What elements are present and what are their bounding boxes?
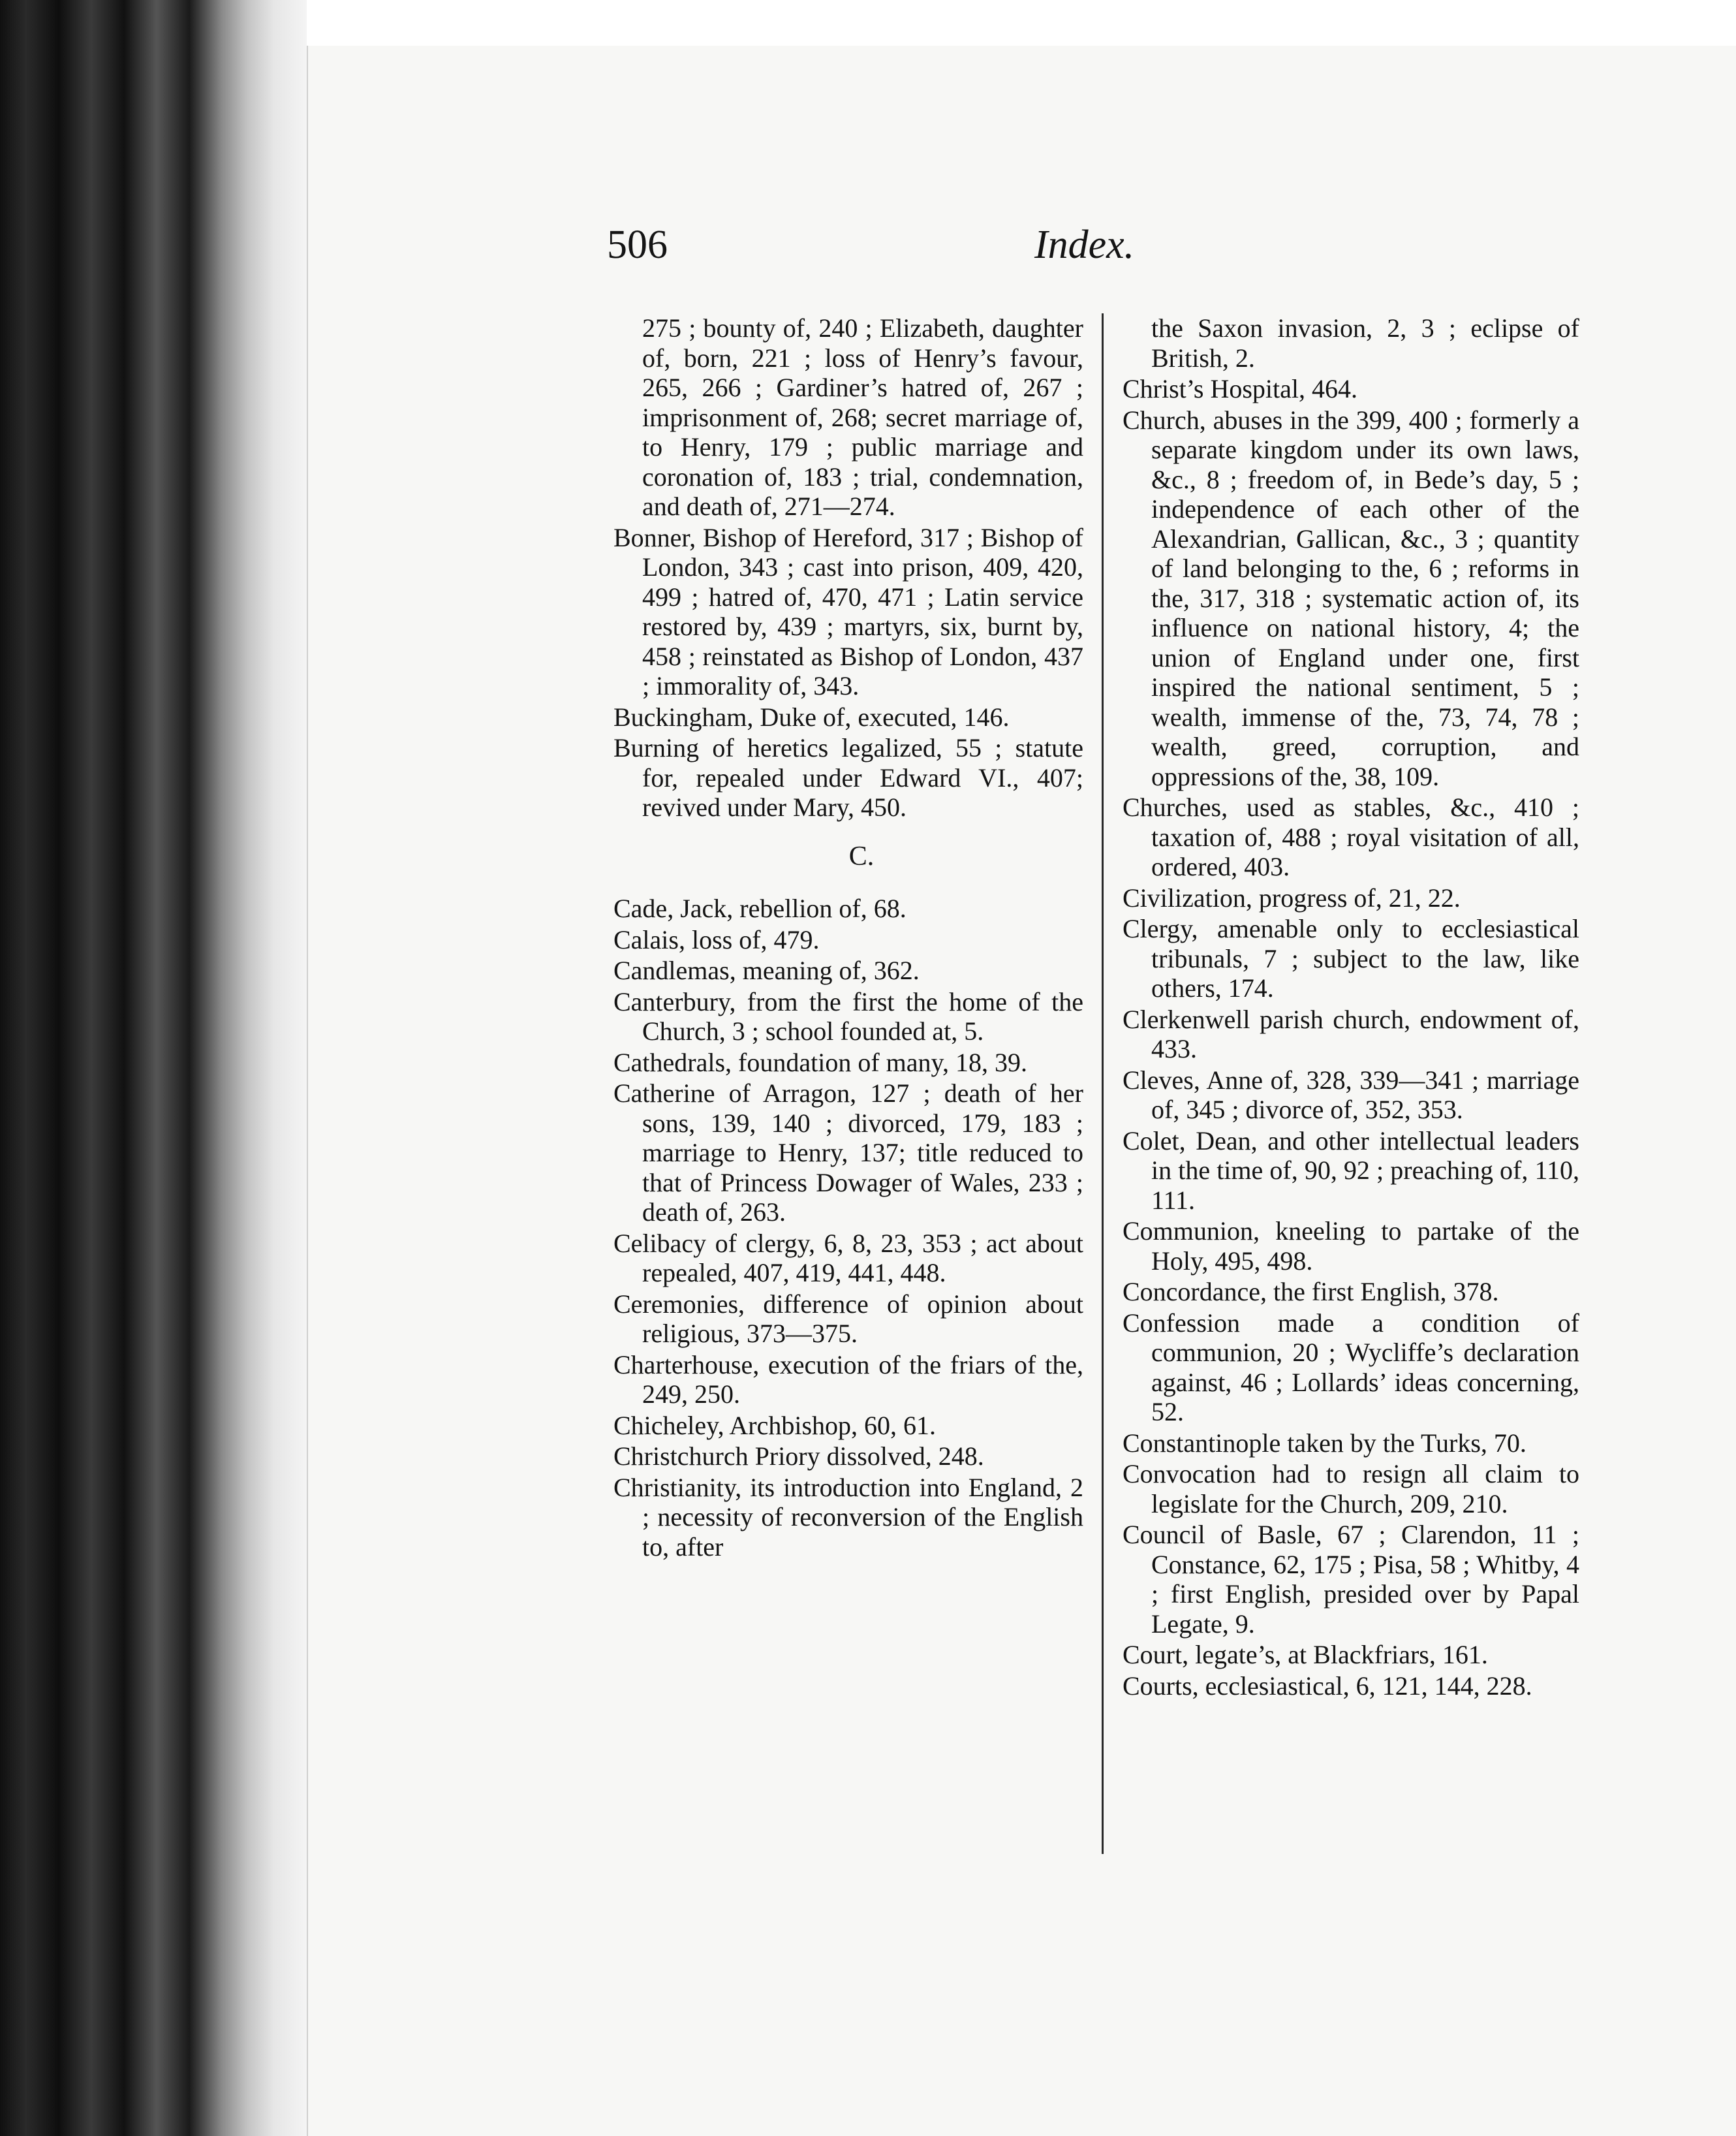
index-entry: Cade, Jack, rebellion of, 68. xyxy=(613,894,907,923)
index-entry: Ceremonies, difference of opinion about religious, 373—375. xyxy=(613,1289,1083,1348)
page-title: Index. xyxy=(1034,223,1135,267)
index-entry: Candlemas, meaning of, 362. xyxy=(613,956,920,985)
running-head xyxy=(607,222,1142,281)
index-entry: Convocation had to resign all claim to legislate for the Church, 209, 210. xyxy=(1123,1459,1579,1518)
index-entry: Christchurch Priory dissolved, 248. xyxy=(613,1441,984,1471)
index-entry: Cleves, Anne of, 328, 339—341 ; marriage of, 345 ; divorce of, 352, 353. xyxy=(1123,1065,1579,1124)
index-entry: Christianity, its introduction into England, 2 ; necessity of reconversion of the English to, after xyxy=(613,1472,1083,1562)
book-spine-edge xyxy=(0,0,307,2136)
index-entry: Church, abuses in the 399, 400 ; formerly a separate kingdom under its own laws, &c., 8 ; freedom of, in Bede’s day, 5 ; independence of each other of the Alexandrian, Gallican, &c., 3 ; quantity of land belonging to the, 6 ; reforms in the, 317, 318 ; systematic action of, its influence on national history, 4; the union of England under one, first inspired the national sentiment, 5 ; wealth, immense of the, 73, 74, 78 ; wealth, greed, corruption, and oppressions of the, 38, 109. xyxy=(1123,405,1579,791)
index-entry: Charterhouse, execution of the friars of the, 249, 250. xyxy=(613,1349,1083,1409)
index-entry: Council of Basle, 67 ; Clarendon, 11 ; Constance, 62, 175 ; Pisa, 58 ; Whitby, 4 ; first English, presided over by Papal Legate, 9. xyxy=(1123,1520,1579,1639)
index-entry: Calais, loss of, 479. xyxy=(613,924,820,954)
index-entry: Clerkenwell parish church, endowment of, 433. xyxy=(1123,1004,1579,1063)
index-entry: Communion, kneeling to partake of the Holy, 495, 498. xyxy=(1123,1216,1579,1276)
index-entry: Confession made a condition of communion, 20 ; Wycliffe’s declaration against, 46 ; Lollards’ ideas concerning, 52. xyxy=(1123,1308,1579,1426)
index-entry: Canterbury, from the first the home of the Church, 3 ; school founded at, 5. xyxy=(613,986,1083,1046)
index-entry: 275 ; bounty of, 240 ; Elizabeth, daughter of, born, 221 ; loss of Henry’s favour, 265, 266 ; Gardiner’s hatred of, 267 ; imprisonment of, 268; secret marriage of, to Henry, 179 ; public marriage and coronation of, 183 ; trial, condemnation, and death of, 271—274. xyxy=(642,313,1083,521)
index-entry: Colet, Dean, and other intellectual leaders in the time of, 90, 92 ; preaching of, 110, 111. xyxy=(1123,1125,1579,1215)
index-entry: Chicheley, Archbishop, 60, 61. xyxy=(613,1410,937,1440)
index-entry: Churches, used as stables, &c., 410 ; taxation of, 488 ; royal visitation of all, ordered, 403. xyxy=(1123,793,1579,881)
index-entry: Catherine of Arragon, 127 ; death of her sons, 139, 140 ; divorced, 179, 183 ; marriage to Henry, 137; title reduced to that of Princess Dowager of Wales, 233 ; death of, 263. xyxy=(613,1078,1083,1227)
index-entry: Celibacy of clergy, 6, 8, 23, 353 ; act about repealed, 407, 419, 441, 448. xyxy=(613,1228,1083,1287)
column-divider xyxy=(1102,313,1104,1854)
index-entry: Constantinople taken by the Turks, 70. xyxy=(1123,1428,1527,1458)
index-entry: Clergy, amenable only to ecclesiastical tribunals, 7 ; subject to the law, like others, 174. xyxy=(1123,914,1579,1003)
index-column-right xyxy=(1123,313,1579,1702)
index-entry: Christ’s Hospital, 464. xyxy=(1123,374,1358,403)
page-number: 506 xyxy=(607,223,668,267)
index-entry: Civilization, progress of, 21, 22. xyxy=(1123,883,1461,913)
index-entry: Courts, ecclesiastical, 6, 121, 144, 228. xyxy=(1123,1671,1532,1701)
index-column-left xyxy=(613,313,1083,1563)
index-entry: Concordance, the first English, 378. xyxy=(1123,1277,1499,1306)
section-letter: C. xyxy=(848,841,875,872)
index-entry: Cathedrals, foundation of many, 18, 39. xyxy=(613,1047,1027,1077)
index-entry: Bonner, Bishop of Hereford, 317 ; Bishop of London, 343 ; cast into prison, 409, 420, 499 ; hatred of, 470, 471 ; Latin service restored by, 439 ; martyrs, six, burnt by, 458 ; reinstated as Bishop of London, 437 ; immorality of, 343. xyxy=(613,522,1083,700)
index-entry: Buckingham, Duke of, executed, 146. xyxy=(613,702,1010,732)
index-entry: Court, legate’s, at Blackfriars, 161. xyxy=(1123,1640,1488,1669)
index-entry: Burning of heretics legalized, 55 ; statute for, repealed under Edward VI., 407; revived under Mary, 450. xyxy=(613,733,1083,822)
index-entry: the Saxon invasion, 2, 3 ; eclipse of British, 2. xyxy=(1151,313,1579,373)
